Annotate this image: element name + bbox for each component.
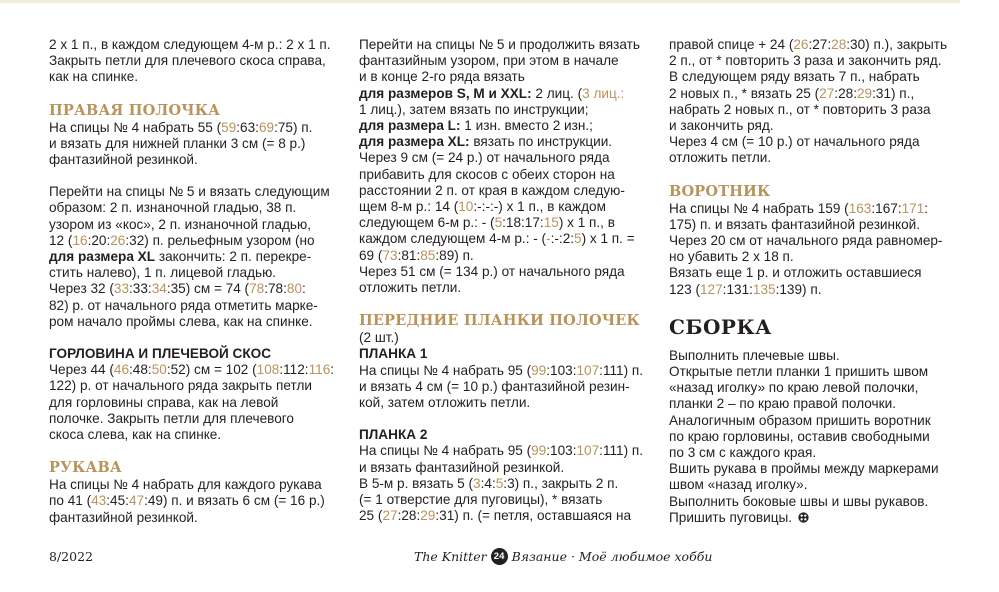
text-line: набрать 2 новых п., от * повторить 3 раза (669, 101, 931, 117)
page-number: 24 (491, 548, 508, 565)
section-heading-assembly: СБОРКА (669, 314, 772, 339)
text-line: В следующем ряду вязать 7 п., набрать (669, 69, 920, 85)
section-heading-sleeves: РУКАВА (49, 459, 122, 477)
text-line: и вязать для нижней планки 3 см (= 8 р.) (49, 135, 306, 151)
text-line: 123 (127:131:135:139) п. (669, 281, 822, 297)
text-line: для размера XL закончить: 2 п. перекре- (49, 249, 312, 265)
text-line: 12 (16:20:26:32) п. рельефным узором (но (49, 232, 315, 248)
text-line: Аналогичным образом пришить воротник (669, 412, 931, 428)
text-line: отложить петли. (359, 280, 462, 296)
text-line: и вязать фантазийной резинкой. (359, 459, 565, 475)
text-line: прибавить для скосов с обеих сторон на (359, 166, 615, 182)
text-line: Выполнить боковые швы и швы рукавов. (669, 493, 929, 509)
text-line: для размера L: 1 изн. вместо 2 изн.; (359, 118, 593, 134)
section-name: Вязание · Моё любимое хобби (511, 549, 713, 564)
magazine-name: The Knitter (414, 549, 487, 564)
text-line: по 3 см с каждого края. (669, 445, 817, 461)
text-line: фантазийной резинкой. (49, 509, 198, 525)
text-line: образом: 2 п. изнаночной гладью, 38 п. (49, 200, 297, 216)
text-line: Через 9 см (= 24 р.) от начального ряда (359, 150, 610, 166)
text-line: 122) р. от начального ряда закрыть петли (49, 378, 312, 394)
text-line: для размера XL: вязать по инструкции. (359, 134, 613, 150)
text-line: стить налево), 1 п. лицевой гладью. (49, 265, 277, 281)
section-heading-front-bands: ПЕРЕДНИЕ ПЛАНКИ ПОЛОЧЕК (359, 312, 640, 330)
text-line: Через 44 (46:48:50:52) см = 102 (108:112:116: (49, 362, 335, 378)
text-line: 25 (27:28:29:31) п. (= петля, оставшаяся на (359, 508, 632, 524)
text-line: Вшить рукава в проймы между маркерами (669, 461, 939, 477)
subheading-neck-shoulder: ГОРЛОВИНА И ПЛЕЧЕВОЙ СКОС (49, 346, 272, 362)
text-line: Вязать еще 1 р. и отложить оставшиеся (669, 265, 922, 281)
top-rule (0, 0, 960, 3)
text-line: расстоянии 2 п. от края в каждом следую- (359, 182, 625, 198)
text-line: ром начало проймы слева, как на спинке. (49, 313, 313, 329)
text-line: 1 лиц.), затем вязать по инструкции; (359, 101, 589, 117)
text-line: для горловины справа, как на левой (49, 394, 279, 410)
text-line: фантазийным узором, при этом в начале (359, 53, 619, 69)
text-line: правой спице + 24 (26:27:28:30) п.), закрыть (669, 37, 948, 52)
text-line: В 5-м р. вязать 5 (3:4:5:3) п., закрыть 2 п. (359, 475, 619, 491)
text-line: Перейти на спицы № 5 и продолжить вязать (359, 37, 640, 52)
column-1 (49, 37, 339, 526)
page-footer (414, 548, 712, 565)
subheading-band-1: ПЛАНКА 1 (359, 346, 428, 362)
text-line: Через 51 см (= 134 р.) от начального ряда (359, 263, 625, 279)
text-line: каждом следующем 4-м р.: - (-:-:2:5) х 1 п. = (359, 231, 635, 247)
text-line: Выполнить плечевые швы. (669, 347, 840, 363)
text-line: но убавить 2 х 18 п. (669, 249, 794, 265)
text-line: отложить петли. (669, 150, 772, 166)
text-line: (= 1 отверстие для пуговицы), * вязать (359, 492, 603, 508)
text-line: Через 20 см от начального ряда равномер- (669, 233, 943, 249)
text-line: 82) р. от начального ряда отметить марке- (49, 297, 318, 313)
text-line: На спицы № 4 набрать для каждого рукава (49, 477, 322, 493)
issue-date: 8/2022 (49, 549, 93, 564)
text-line: На спицы № 4 набрать 95 (99:103:107:111) п. (359, 362, 644, 378)
text-line: по 41 (43:45:47:49) п. и вязать 6 см (= 16 р.) (49, 493, 325, 509)
text-line: полочке. Закрыть петли для плечевого (49, 410, 294, 426)
text-line: 2 х 1 п., в каждом следующем 4-м р.: 2 х 1 п. (49, 37, 331, 52)
text-line: швом «назад иголку». (669, 477, 808, 493)
section-heading-collar: ВОРОТНИК (669, 182, 771, 200)
text-line: и закончить ряд. (669, 118, 774, 134)
text-line: Через 4 см (= 10 р.) от начального ряда (669, 134, 920, 150)
text-line: Закрыть петли для плечевого скоса справа, (49, 53, 326, 69)
text-line: 2 новых п., * вязать 25 (27:28:29:31) п., (669, 85, 915, 101)
text-line: как на спинке. (49, 69, 139, 85)
subheading-band-2: ПЛАНКА 2 (359, 427, 428, 443)
text-line: щем 8-м р.: 14 (10:-:-:-) х 1 п., в каждом (359, 199, 606, 215)
text-line: по краю горловины, оставив свободными (669, 428, 930, 444)
text-line: и вязать 4 см (= 10 р.) фантазийной резин- (359, 378, 630, 394)
text-line: 175) п. и вязать фантазийной резинкой. (669, 216, 921, 232)
text-line: кой, затем отложить петли. (359, 395, 531, 411)
text-line: На спицы № 4 набрать 95 (99:103:107:111) п. (359, 443, 644, 459)
text-line: На спицы № 4 набрать 55 (59:63:69:75) п. (49, 119, 313, 135)
text-line: узором из «кос», 2 п. изнаночной гладью, (49, 216, 311, 232)
text-line: Через 32 (33:33:34:35) см = 74 (78:78:80: (49, 281, 306, 297)
text-line: На спицы № 4 набрать 159 (163:167:171: (669, 200, 929, 216)
text-line: (2 шт.) (359, 330, 399, 346)
text-line: Перейти на спицы № 5 и вязать следующим (49, 184, 330, 200)
section-heading-right-front: ПРАВАЯ ПОЛОЧКА (49, 101, 221, 119)
text-line: планки 2 – по краю правой полочки. (669, 396, 896, 412)
text-line: 2 п., от * повторить 3 раза и закончить ряд. (669, 53, 942, 69)
text-line: следующем 6-м р.: - (5:18:17:15) х 1 п., в (359, 215, 615, 231)
end-of-article-icon (798, 512, 809, 523)
text-line: и в конце 2-го ряда вязать (359, 69, 525, 85)
column-3 (669, 37, 969, 526)
column-2 (359, 37, 649, 524)
text-line: Открытые петли планки 1 пришить швом (669, 364, 929, 380)
text-line: фантазийной резинкой. (49, 152, 198, 168)
text-line: для размеров S, M и XXL: 2 лиц. (3 лиц.: (359, 85, 625, 101)
text-line: 69 (73:81:85:89) п. (359, 247, 474, 263)
text-line: скоса слева, как на спинке. (49, 427, 222, 443)
text-line: Пришить пуговицы. (669, 510, 969, 526)
text-line: «назад иголку» по краю левой полочки, (669, 380, 919, 396)
